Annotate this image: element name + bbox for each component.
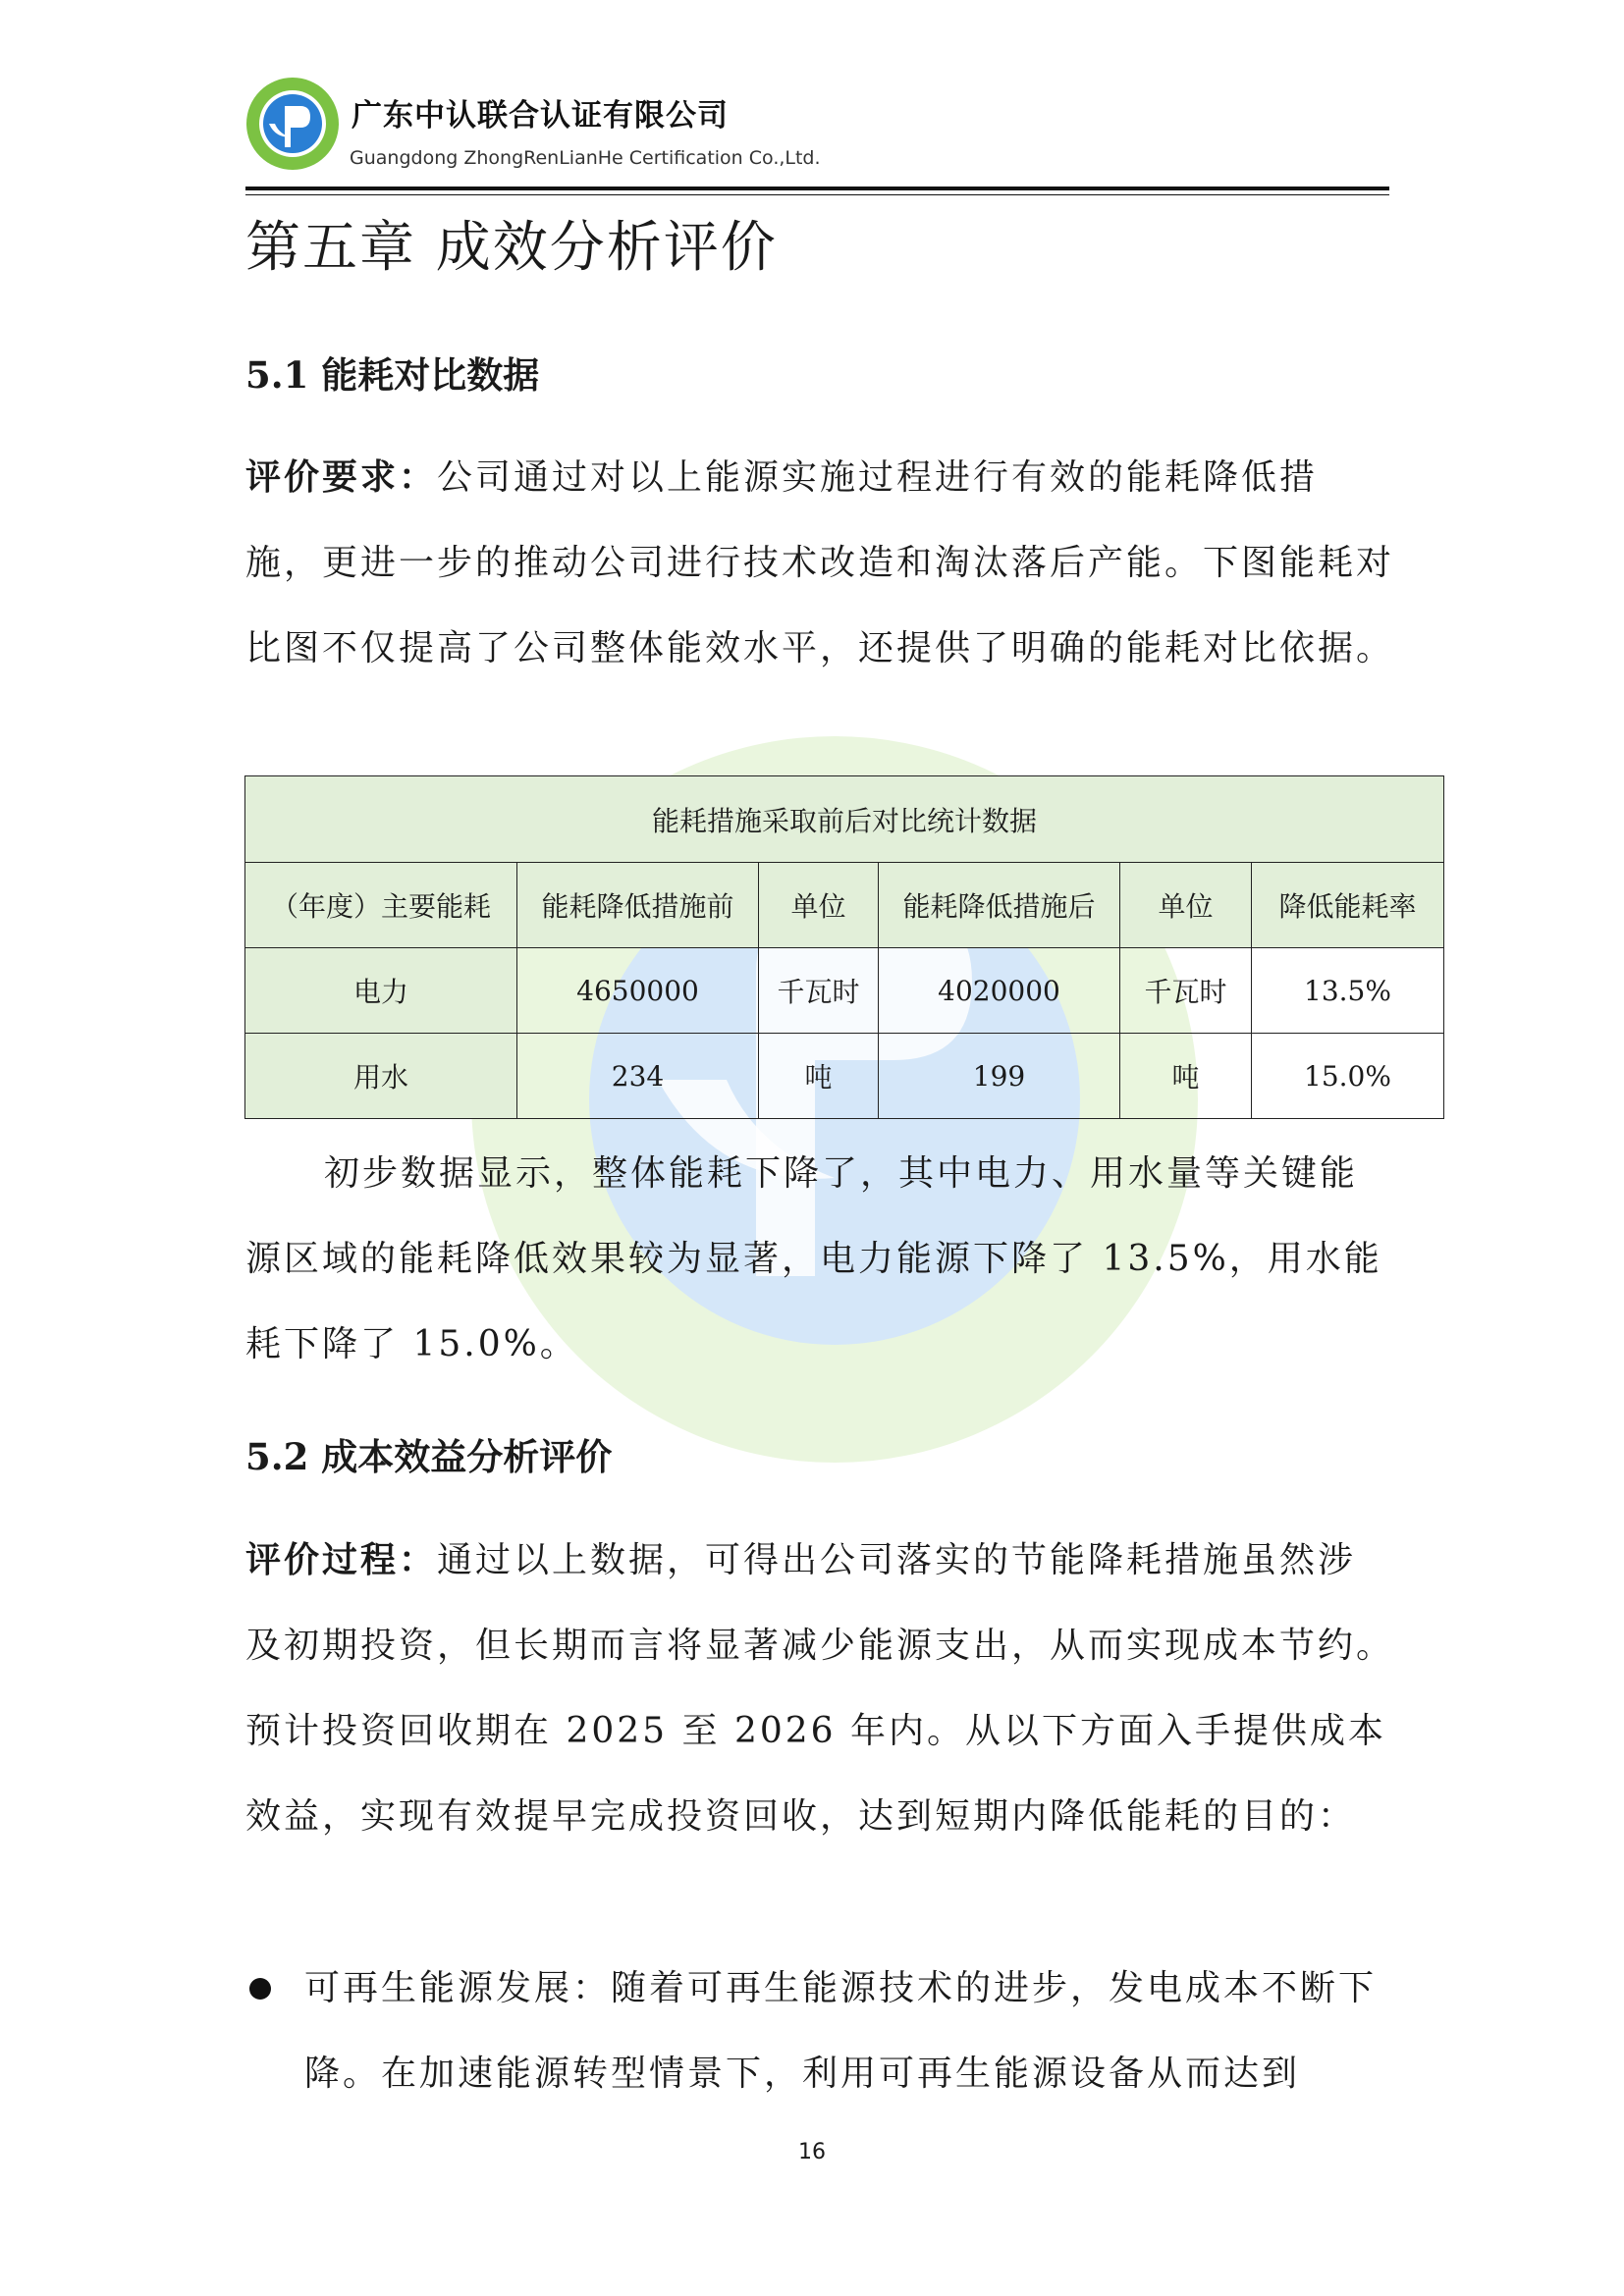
header-rule-thin <box>245 194 1389 195</box>
evaluation-process-paragraph <box>245 1518 1394 1859</box>
table-header-cell: （年度）主要能耗 <box>245 863 517 948</box>
table-header-cell: 能耗降低措施前 <box>517 863 759 948</box>
table-cell: 千瓦时 <box>759 948 879 1034</box>
table-cell: 吨 <box>1120 1034 1252 1119</box>
list-item-text: 可再生能源发展：随着可再生能源技术的进步，发电成本不断下降。在加速能源转型情景下，利用可再生能源设备从而达到 <box>304 1968 1378 2094</box>
requirement-label: 评价要求： <box>245 456 438 498</box>
table-cell: 电力 <box>245 948 517 1034</box>
table-header-cell: 单位 <box>1120 863 1252 948</box>
table-row <box>245 1034 1444 1119</box>
company-logo-icon <box>245 77 340 171</box>
table-header-cell: 单位 <box>759 863 879 948</box>
section-title-5-2: 5.2 成本效益分析评价 <box>245 1435 613 1478</box>
process-text: 通过以上数据，可得出公司落实的节能降耗措施虽然涉及初期投资，但长期而言将显著减少能源支出，从而实现成本节约。预计投资回收期在 2025 至 2026 年内。从以下方面入手提供成本效益，实现有效提早完成投资回收，达到短期内降低能耗的目的： <box>245 1540 1395 1837</box>
company-name-en: Guangdong ZhongRenLianHe Certification Co.,Ltd. <box>350 147 821 169</box>
table-header-row <box>245 863 1444 948</box>
table-cell: 234 <box>517 1034 759 1119</box>
table-cell: 13.5% <box>1252 948 1444 1034</box>
table-cell: 千瓦时 <box>1120 948 1252 1034</box>
energy-comparison-table <box>244 775 1444 1119</box>
chapter-title: 第五章 成效分析评价 <box>245 216 778 280</box>
table-cell: 吨 <box>759 1034 879 1119</box>
table-cell: 4650000 <box>517 948 759 1034</box>
summary-paragraph: 初步数据显示，整体能耗下降了，其中电力、用水量等关键能源区域的能耗降低效果较为显著，电力能源下降了 13.5%，用水能耗下降了 15.0%。 <box>245 1153 1382 1364</box>
table-header-cell: 降低能耗率 <box>1252 863 1444 948</box>
page-number: 16 <box>798 2140 826 2164</box>
table-cell: 199 <box>879 1034 1120 1119</box>
table-header-cell: 能耗降低措施后 <box>879 863 1120 948</box>
requirement-text: 公司通过对以上能源实施过程进行有效的能耗降低措施，更进一步的推动公司进行技术改造和淘汰落后产能。下图能耗对比图不仅提高了公司整体能效水平，还提供了明确的能耗对比依据。 <box>245 457 1395 668</box>
table-row <box>245 948 1444 1034</box>
table-cell: 用水 <box>245 1034 517 1119</box>
company-name-cn: 广东中认联合认证有限公司 <box>352 98 729 133</box>
table-cell: 15.0% <box>1252 1034 1444 1119</box>
table-cell: 4020000 <box>879 948 1120 1034</box>
table-caption: 能耗措施采取前后对比统计数据 <box>245 776 1444 863</box>
bullet-icon <box>249 1978 271 2000</box>
header-rule <box>245 187 1389 190</box>
section-title-5-1: 5.1 能耗对比数据 <box>245 353 540 397</box>
evaluation-requirement-paragraph <box>245 435 1394 691</box>
page-header <box>245 77 1389 194</box>
process-label: 评价过程： <box>245 1539 438 1580</box>
